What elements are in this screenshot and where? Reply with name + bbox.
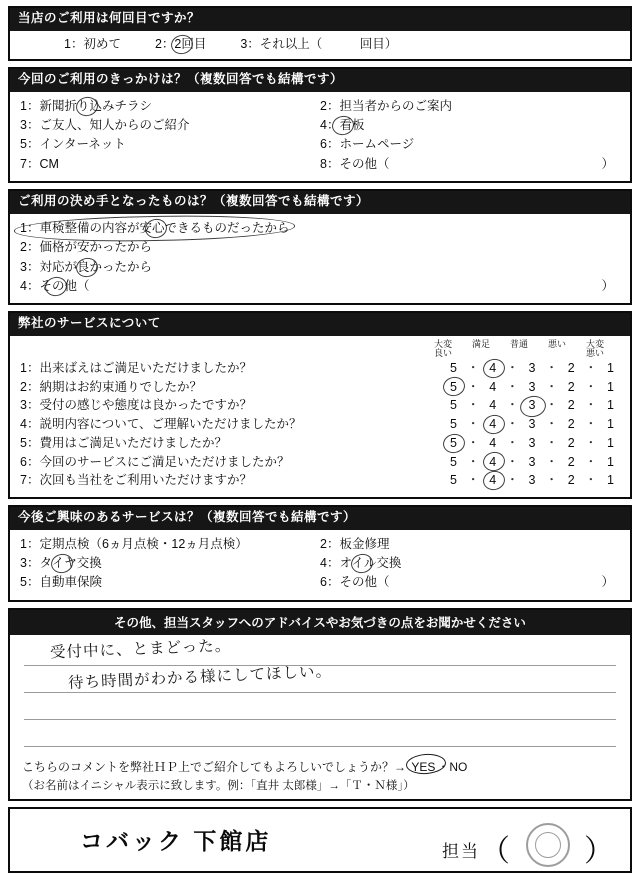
q2-option-3[interactable]: 3：ご友人、知人からのご紹介 [20,118,190,132]
q3-option-3[interactable]: 3：対応が良かったから [20,258,152,277]
scale-header-5: 大変 良い [433,338,452,359]
q4-val-2[interactable]: 2 [567,417,575,431]
service-q2-label: 2：納期はお約束通りでしたか？ [20,379,202,394]
service-q3-label: 3：受付の感じや態度は良かったですか？ [20,398,252,413]
q5-option-4[interactable]: 4：オイル交換 [320,554,401,573]
question-3-block [8,189,632,305]
comment-block [8,608,632,801]
question-2-title: 今回のご利用のきっかけは？（複数回答でも結構です） [10,69,630,92]
service-q3-scale[interactable]: 5 ・ 4 ・ 3 ・ 2 ・ 1 [450,396,620,415]
question-3-title: ご利用の決め手となったものは？（複数回答でも結構です） [10,191,630,214]
q5-option-1[interactable]: 1：定期点検（6ヵ月点検・12ヵ月点検） [20,536,248,551]
q2-option-2[interactable]: 2：担当者からのご案内 [320,98,452,113]
hp-answer-yes[interactable]: YES [409,757,437,777]
q5-option-3[interactable]: 3：タイヤ交換 [20,554,102,573]
q1-val-3[interactable]: 3 [528,360,536,375]
stamp-seal-icon [526,823,570,867]
comment-line-2[interactable] [24,661,616,693]
q5-val-1[interactable]: 1 [607,435,614,450]
handwriting-line-1: 受付中に、とまどった。 [49,636,232,662]
table-row [20,453,620,472]
table-row [20,378,620,397]
q5-option-2[interactable]: 2：板金修理 [320,536,390,551]
question-5-title: 今後ご興味のあるサービスは？（複数回答でも結構です） [10,507,630,530]
q3-option-2[interactable]: 2：価格が安かったから [20,240,152,255]
q1-val-4[interactable]: 4 [489,359,496,378]
q1-val-2[interactable]: 2 [567,360,575,375]
q5-option-6[interactable]: 6：その他（ [320,575,390,590]
comment-line-3[interactable] [24,693,616,720]
service-q4-scale[interactable]: 5 ・ 4 ・ 3 ・ 2 ・ 1 [450,415,620,434]
q7-val-2[interactable]: 2 [567,473,575,488]
question-2-block [8,67,632,183]
q4-val-4[interactable]: 4 [489,415,496,434]
scale-header-2: 悪い [547,338,566,349]
q3-val-5[interactable]: 5 [450,398,457,413]
q7-val-4[interactable]: 4 [489,471,496,490]
service-q7-label: 7：次回も当社をご利用いただけますか？ [20,473,252,488]
q2-option-4[interactable]: 4：看板 [320,116,364,135]
q6-val-3[interactable]: 3 [528,454,536,469]
service-q5-label: 5：費用はご満足いただけましたか？ [20,435,227,450]
comment-lines[interactable] [10,635,630,749]
q3-val-1[interactable]: 1 [607,398,614,413]
table-row [20,359,620,378]
q2-val-5[interactable]: 5 [450,378,457,397]
scale-header-4: 満足 [471,338,490,349]
q2-option-7[interactable]: 7：CM [20,156,59,171]
question-1-block [8,6,632,61]
q2-val-4[interactable]: 4 [489,379,497,394]
q2-val-1[interactable]: 1 [607,379,614,394]
service-q6-scale[interactable]: 5 ・ 4 ・ 3 ・ 2 ・ 1 [450,453,620,472]
q1-val-1[interactable]: 1 [607,360,614,375]
tanto-field[interactable] [442,813,616,868]
q5-close-paren: ） [601,575,614,590]
q2-option-6[interactable]: 6：ホームページ [320,137,415,152]
q4-val-1[interactable]: 1 [607,417,614,431]
table-row [20,434,620,453]
q2-option-8[interactable]: 8：その他（ [320,156,390,171]
question-1-title: 当店のご利用は何回目ですか？ [10,8,630,31]
footer-block [8,807,632,873]
scale-header-3: 普通 [509,338,528,349]
q6-val-1[interactable]: 1 [607,454,614,469]
service-block [8,311,632,499]
q1-val-5[interactable]: 5 [450,360,457,375]
hp-answer-sep: ・ [437,759,450,774]
q3-val-3[interactable]: 3 [529,396,536,415]
q2-option-5[interactable]: 5：インターネット [20,137,126,152]
service-q7-scale[interactable]: 5 ・ 4 ・ 3 ・ 2 ・ 1 [450,471,620,490]
hp-note: （お名前はイニシャル表示に致します。例：「直井 太郎様」→「Ｔ・Ｎ様」） [22,780,415,793]
q5-val-5[interactable]: 5 [450,434,457,453]
shop-name: コバック 下館店 [80,828,272,855]
q5-option-5[interactable]: 5：自動車保険 [20,575,102,590]
q1-option-3[interactable]: 3：それ以上（ 回目） [240,36,398,51]
service-q2-scale[interactable]: 5 ・ 4 ・ 3 ・ 2 ・ 1 [450,378,620,397]
service-title: 弊社のサービスについて [10,313,630,336]
handwriting-line-2: 待ち時間がわかる様にしてほしい。 [67,661,333,692]
q2-option-1[interactable]: 1：新聞折り込みチラシ [20,97,152,116]
hp-permission [10,749,630,799]
q4-val-5[interactable]: 5 [450,417,457,431]
q3-option-4[interactable]: 4：その他（ [20,277,89,296]
q2-val-3[interactable]: 3 [528,379,536,394]
table-row [20,396,620,415]
hp-answer-no[interactable]: NO [449,759,468,774]
q1-option-1[interactable]: 1：初めて [64,36,121,51]
hp-question: こちらのコメントを弊社ＨＰ上でご紹介してもよろしいでしょうか？→ [22,759,407,774]
q5-val-3[interactable]: 3 [528,435,536,450]
comment-line-4[interactable] [24,720,616,747]
q6-val-5[interactable]: 5 [450,454,457,469]
q6-val-4[interactable]: 4 [489,453,496,472]
service-q4-label: 4：説明内容について、ご理解いただけましたか？ [20,417,302,431]
q5-val-2[interactable]: 2 [567,435,575,450]
q7-val-5[interactable]: 5 [450,473,457,488]
q6-val-2[interactable]: 2 [567,454,575,469]
paren-open: （ [480,834,512,868]
q5-val-4[interactable]: 4 [489,435,497,450]
service-scale-headers [20,340,620,359]
q7-val-1[interactable]: 1 [607,473,614,488]
q3-option-1[interactable]: 1：車検整備の内容が安心できるものだったから [20,219,289,238]
table-row [20,415,620,434]
service-q1-scale[interactable]: 5 ・ 4 ・ 3 ・ 2 ・ 1 [450,359,620,378]
tanto-label: 担当 [442,841,480,861]
q3-val-4[interactable]: 4 [489,398,497,413]
table-row [20,471,620,490]
q2-close-paren: ） [601,156,614,171]
q3-close-paren: ） [601,278,614,293]
service-q5-scale[interactable]: 5 ・ 4 ・ 3 ・ 2 ・ 1 [450,434,620,453]
question-5-block [8,505,632,602]
comment-title: その他、担当スタッフへのアドバイスやお気づきの点をお聞かせください [10,610,630,635]
question-1-options [20,35,620,54]
q1-option-2[interactable]: 2：2回目 [155,35,206,54]
scale-header-1: 大変 悪い [585,338,604,359]
q4-val-3[interactable]: 3 [528,417,536,431]
q3-val-2[interactable]: 2 [567,398,575,413]
q2-val-2[interactable]: 2 [567,379,575,394]
q7-val-3[interactable]: 3 [528,473,536,488]
service-q1-label: 1：出来ばえはご満足いただけましたか？ [20,360,252,375]
service-q6-label: 6：今回のサービスにご満足いただけましたか？ [20,454,290,469]
paren-close: ） [584,834,616,868]
